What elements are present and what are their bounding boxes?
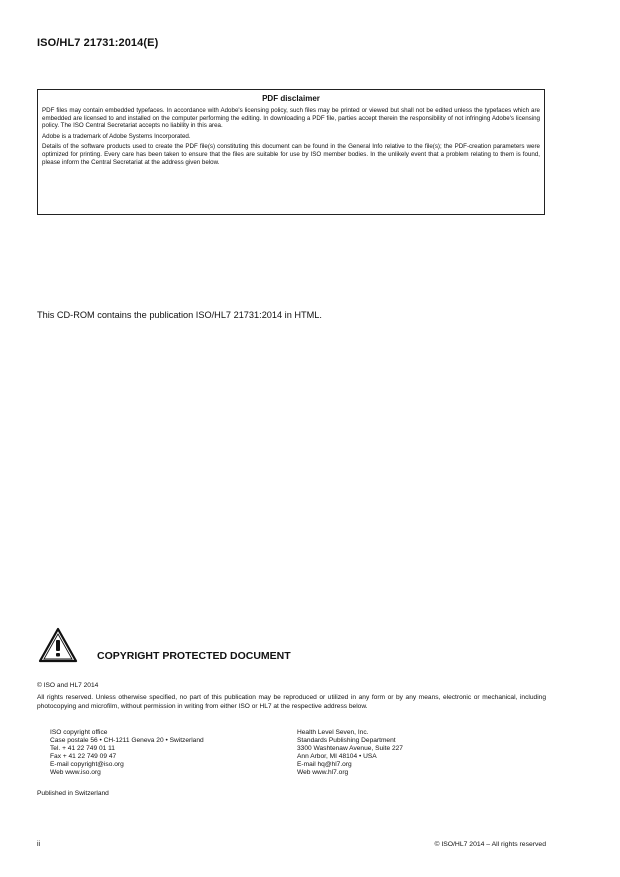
disclaimer-paragraph: Details of the software products used to create the PDF file(s) constituting this document can be found in the General Info relative to the file(s); the PDF-creation parameters were optimized for printing. Every care has been taken to ensure that the files are suitable for use by ISO member bodies. In the unlikely event that a problem relating to them is found, please inform the Central Secretariat at the address given below. xyxy=(42,143,540,166)
iso-copyright-office-address xyxy=(50,729,204,777)
web-link[interactable]: Web www.iso.org xyxy=(50,769,101,776)
published-in: Published in Switzerland xyxy=(37,790,109,797)
disclaimer-title: PDF disclaimer xyxy=(262,94,320,103)
address-line: 3300 Washtenaw Avenue, Suite 227 xyxy=(297,745,403,752)
email-link[interactable]: E-mail hq@hl7.org xyxy=(297,761,352,768)
web-link[interactable]: Web www.hl7.org xyxy=(297,769,349,776)
warning-triangle-icon xyxy=(38,627,78,663)
address-line: Ann Arbor, MI 48104 • USA xyxy=(297,753,377,760)
disclaimer-paragraph: Adobe is a trademark of Adobe Systems Incorporated. xyxy=(42,132,191,140)
address-line: Standards Publishing Department xyxy=(297,737,396,744)
copyright-heading: COPYRIGHT PROTECTED DOCUMENT xyxy=(97,650,291,662)
address-line: Case postale 56 • CH-1211 Geneva 20 • Switzerland xyxy=(50,737,204,744)
address-line: ISO copyright office xyxy=(50,729,108,736)
page-number: ii xyxy=(37,841,41,848)
phone-line: Tel. + 41 22 749 01 11 xyxy=(50,745,115,752)
email-link[interactable]: E-mail copyright@iso.org xyxy=(50,761,124,768)
fax-line: Fax + 41 22 749 09 47 xyxy=(50,753,117,760)
cdrom-note: This CD-ROM contains the publication ISO/HL7 21731:2014 in HTML. xyxy=(37,310,322,320)
copyright-notice: © ISO and HL7 2014 xyxy=(37,682,99,689)
disclaimer-paragraph: PDF files may contain embedded typefaces. In accordance with Adobe's licensing policy, such files may be printed or viewed but shall not be edited unless the typefaces which are embedded are licensed to and installed on the computer performing the editing. In downloading a PDF file, parties accept therein the responsibility of not infringing Adobe's licensing policy. The ISO Central Secretariat accepts no liability in this area. xyxy=(42,107,540,130)
footer-copyright: © ISO/HL7 2014 – All rights reserved xyxy=(434,841,546,848)
address-line: Health Level Seven, Inc. xyxy=(297,729,369,736)
hl7-office-address xyxy=(297,729,403,777)
rights-reserved-text: All rights reserved. Unless otherwise specified, no part of this publication may be reproduced or utilized in any form or by any means, electronic or mechanical, including photocopying and microfilm, without permission in writing from either ISO or HL7 at the respective address below. xyxy=(37,694,546,710)
pdf-disclaimer-box xyxy=(37,89,545,215)
document-id: ISO/HL7 21731:2014(E) xyxy=(37,37,159,49)
